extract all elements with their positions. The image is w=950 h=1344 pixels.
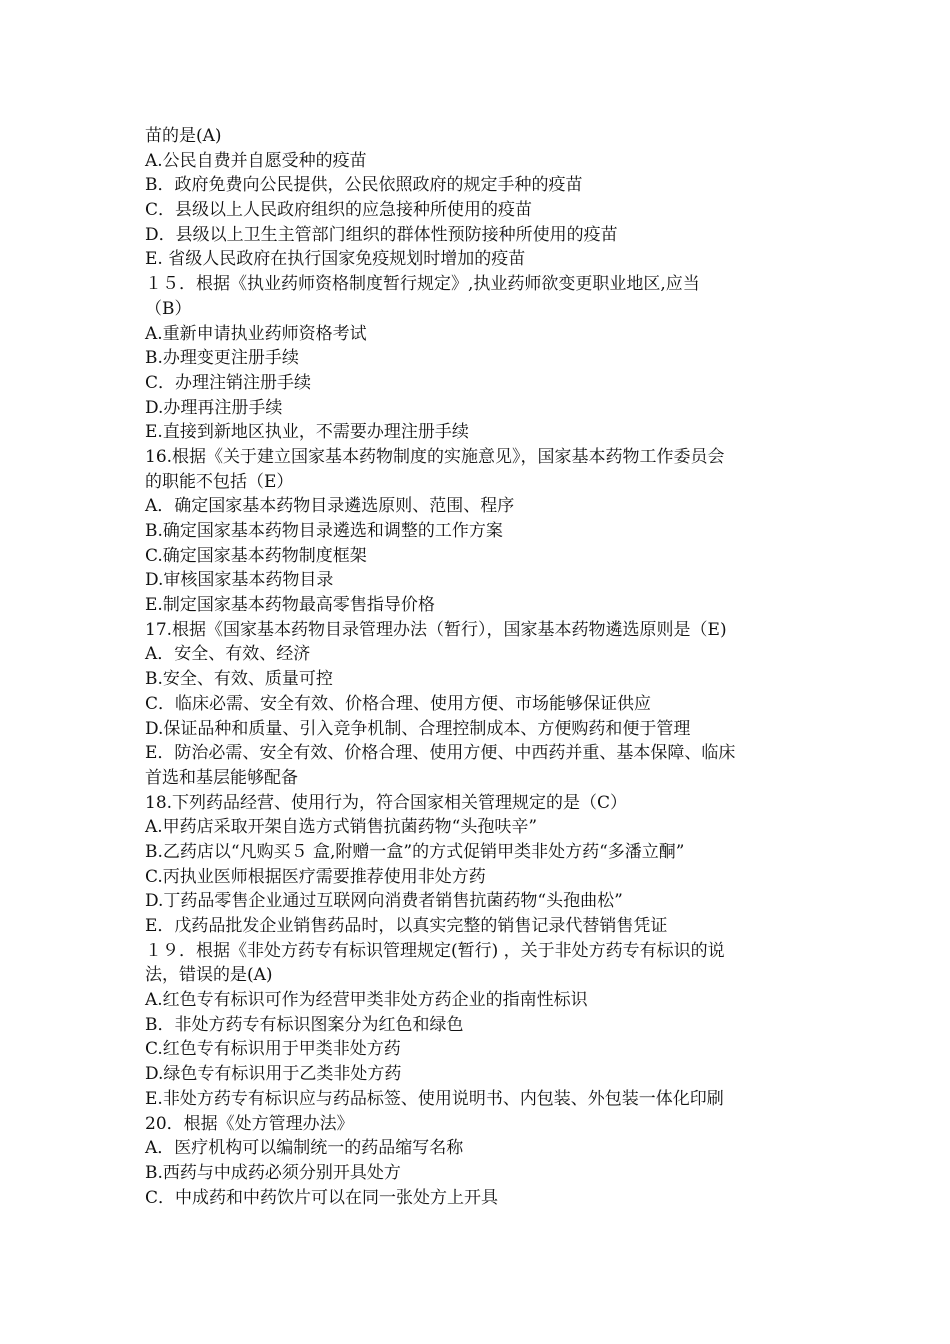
text-line: B.确定国家基本药物目录遴选和调整的工作方案 xyxy=(145,521,503,541)
text-line: C．办理注销注册手续 xyxy=(145,372,312,393)
text-line: B.西药与中成药必须分别开具处方 xyxy=(145,1162,401,1183)
text-line: B.办理变更注册手续 xyxy=(145,348,299,369)
text-line: E.制定国家基本药物最高零售指导价格 xyxy=(145,595,435,616)
text-line: 首选和基层能够配备 xyxy=(145,767,298,788)
text-line: C．中成药和中药饮片可以在同一张处方上开具 xyxy=(145,1187,499,1208)
text-line: D.办理再注册手续 xyxy=(145,397,283,418)
document-body xyxy=(145,124,815,1210)
text-line: E.直接到新地区执业，不需要办理注册手续 xyxy=(145,422,469,443)
text-line: A.甲药店采取开架自选方式销售抗菌药物“头孢呋辛” xyxy=(145,817,538,838)
text-line: 的职能不包括（E） xyxy=(145,471,294,492)
text-line: B．政府免费向公民提供，公民依照政府的规定手种的疫苗 xyxy=(145,175,583,196)
text-line: B.安全、有效、质量可控 xyxy=(145,669,333,690)
text-line: E．防治必需、安全有效、价格合理、使用方便、中西药并重、基本保障、临床 xyxy=(145,743,736,764)
text-line: 17.根据《国家基本药物目录管理办法（暂行），国家基本药物遴选原则是（E) xyxy=(145,619,727,640)
text-line: A.红色专有标识可作为经营甲类非处方药企业的指南性标识 xyxy=(145,990,588,1011)
text-line: １５．根据《执业药师资格制度暂行规定》,执业药师欲变更职业地区,应当 xyxy=(145,274,700,295)
text-line: D．县级以上卫生主管部门组织的群体性预防接种所使用的疫苗 xyxy=(145,224,618,245)
text-line: A．确定国家基本药物目录遴选原则、范围、程序 xyxy=(145,496,515,517)
text-line: （B） xyxy=(145,298,192,319)
text-line: C．临床必需、安全有效、价格合理、使用方便、市场能够保证供应 xyxy=(145,693,652,714)
text-line: 苗的是(A) xyxy=(145,126,222,146)
text-line: D.丁药品零售企业通过互联网向消费者销售抗菌药物“头孢曲松” xyxy=(145,891,623,912)
text-line: A.公民自费并自愿受种的疫苗 xyxy=(145,150,367,171)
text-line: A.重新申请执业药师资格考试 xyxy=(145,323,367,344)
text-line: D.审核国家基本药物目录 xyxy=(145,570,334,591)
text-line: C.确定国家基本药物制度框架 xyxy=(145,545,367,566)
text-line: 16.根据《关于建立国家基本药物制度的实施意见》，国家基本药物工作委员会 xyxy=(145,446,725,467)
text-line: B．非处方药专有标识图案分为红色和绿色 xyxy=(145,1014,464,1035)
text-line: D.保证品种和质量、引入竞争机制、合理控制成本、方便购药和便于管理 xyxy=(145,718,691,739)
text-line: A．安全、有效、经济 xyxy=(145,644,311,665)
text-line: E.非处方药专有标识应与药品标签、使用说明书、内包装、外包装一体化印刷 xyxy=(145,1088,724,1109)
text-line: D.绿色专有标识用于乙类非处方药 xyxy=(145,1064,402,1085)
text-line: B.乙药店以“凡购买５ 盒,附赠一盒”的方式促销甲类非处方药“多潘立酮” xyxy=(145,841,685,862)
text-line: 18.下列药品经营、使用行为，符合国家相关管理规定的是（C） xyxy=(145,792,628,813)
text-line: 法，错误的是(A) xyxy=(145,965,273,986)
text-line: C．县级以上人民政府组织的应急接种所使用的疫苗 xyxy=(145,200,533,221)
text-line: C.丙执业医师根据医疗需要推荐使用非处方药 xyxy=(145,866,486,887)
text-line: 20．根据《处方管理办法》 xyxy=(145,1113,354,1134)
text-line: １９．根据《非处方药专有标识管理规定(暂行) ，关于非处方药专有标识的说 xyxy=(145,940,725,961)
text-line: E．戊药品批发企业销售药品时，以真实完整的销售记录代替销售凭证 xyxy=(145,916,668,936)
text-line: E. 省级人民政府在执行国家免疫规划时增加的疫苗 xyxy=(145,249,526,270)
text-line: C.红色专有标识用于甲类非处方药 xyxy=(145,1039,401,1060)
text-line: A．医疗机构可以编制统一的药品缩写名称 xyxy=(145,1138,464,1159)
